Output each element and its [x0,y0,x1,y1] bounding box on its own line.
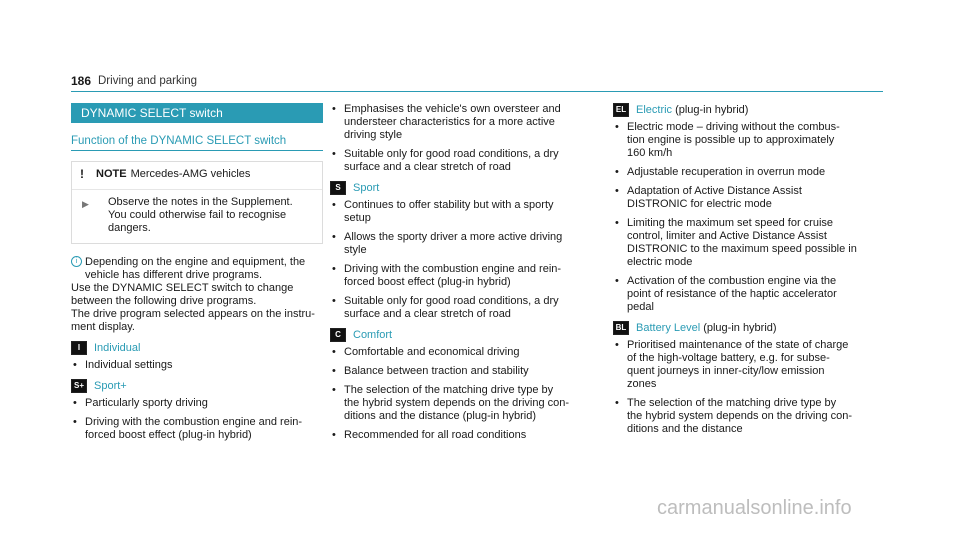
bullet-list [71,397,323,442]
list-item-text: zones [627,378,657,390]
program-battery-level [613,321,883,335]
bullet-list [613,339,883,436]
program-sportplus [71,379,323,393]
watermark: carmanualsonline.info [657,497,852,519]
list-item [330,148,592,174]
list-item-text: • Suitable only for good road conditions, a dry [344,148,559,160]
list-item-text: • Comfortable and economical driving [344,346,520,358]
list-item-text: • Driving with the combustion engine and rein- [85,416,303,428]
individual-icon: I [71,341,87,355]
note-line: Observe the notes in the Supplement. [108,196,293,208]
list-item-text: control, limiter and Active Distance Assist [627,230,827,242]
list-item [330,263,592,289]
list-item [330,231,592,257]
program-comfort [330,328,592,342]
list-item-text: surface and a clear stretch of road [344,308,511,320]
list-item-text: electric mode [627,256,693,268]
list-item [330,384,592,423]
list-item-text: • Driving with the combustion engine and rein- [344,263,562,275]
list-item-text: surface and a clear stretch of road [344,161,511,173]
bullet-list [71,359,323,372]
program-name: Sport [353,181,380,194]
list-item-text: ditions and the distance [627,423,743,435]
arrow-right-icon: ▶ [82,199,89,209]
paragraph [71,308,323,334]
list-item-text: • Balance between traction and stability [344,365,529,377]
note-body [72,189,322,237]
battery-level-icon: BL [613,321,629,335]
list-item-text: pedal [627,301,654,313]
list-item-text: • Adjustable recuperation in overrun mode [627,166,826,178]
list-item-text: driving style [344,129,403,141]
list-item-text: setup [344,212,371,224]
list-item [71,397,323,410]
paragraph-line: between the following drive programs. [71,295,257,307]
list-item-text: • Recommended for all road conditions [344,429,527,441]
list-item-text: • Limiting the maximum set speed for cruise [627,217,834,229]
paragraph [71,282,323,308]
list-item [330,346,592,359]
list-item-text: forced boost effect (plug-in hybrid) [344,276,511,288]
program-individual [71,341,323,355]
list-item [330,103,592,142]
list-item-text: ditions and the distance (plug-in hybrid) [344,410,537,422]
note-text: Mercedes-AMG vehicles [130,168,251,180]
list-item [330,295,592,321]
program-name: Battery Level [636,321,701,334]
note-line: You could otherwise fail to recognise [108,209,287,221]
list-item [613,397,883,436]
list-item [613,217,883,269]
list-item-text: style [344,244,367,256]
list-item-text: • Prioritised maintenance of the state of charge [627,339,849,351]
bullet-list [330,103,592,174]
list-item [613,185,883,211]
note-label: NOTE [96,168,127,180]
list-item-text: • The selection of the matching drive type by [627,397,837,409]
program-name: Comfort [353,328,393,341]
column-left [71,103,323,448]
electric-icon: EL [613,103,629,117]
sport-plus-icon: S+ [71,379,87,393]
list-item-text: • The selection of the matching drive type by [344,384,554,396]
list-item-text: understeer characteristics for a more active [344,116,555,128]
info-icon: i [71,256,82,267]
program-sport [330,181,592,195]
program-electric [613,103,883,117]
program-name: Individual [94,341,141,354]
sport-icon: S [330,181,346,195]
section-title: DYNAMIC SELECT switch [71,103,323,123]
paragraph-line: Use the DYNAMIC SELECT switch to change [71,282,294,294]
program-name: Sport+ [94,379,127,392]
list-item [613,166,883,179]
list-item-text: DISTRONIC for electric mode [627,198,772,210]
program-name: Electric [636,103,673,116]
list-item [330,429,592,442]
paragraph-line: ment display. [71,321,135,333]
list-item-text: • Adaptation of Active Distance Assist [627,185,802,197]
list-item-text: point of resistance of the haptic accelerator [627,288,837,300]
list-item-text: 160 km/h [627,147,673,159]
comfort-icon: C [330,328,346,342]
page-number: 186 [71,74,92,88]
list-item [330,199,592,225]
warning-icon: ! [80,167,84,181]
list-item-text: forced boost effect (plug-in hybrid) [85,429,252,441]
list-item-text: • Activation of the combustion engine via the [627,275,837,287]
column-middle [330,103,592,448]
list-item-text: the hybrid system depends on the driving con- [344,397,570,409]
bullet-list [330,346,592,442]
list-item-text: • Suitable only for good road conditions, a dry [344,295,559,307]
list-item-text: quent journeys in inner-city/low emission [627,365,825,377]
info-line: vehicle has different drive programs. [85,269,263,281]
list-item-text: • Particularly sporty driving [85,397,208,409]
list-item [613,339,883,391]
bullet-list [613,121,883,314]
info-line: Depending on the engine and equipment, the [85,256,306,268]
list-item [330,365,592,378]
list-item-text: • Allows the sporty driver a more active driving [344,231,563,243]
info-block [71,256,323,282]
list-item [613,275,883,314]
list-item-text: DISTRONIC to the maximum speed possible in [627,243,857,255]
note-line: dangers. [108,222,151,234]
column-right [613,103,883,442]
list-item [71,359,323,372]
paragraph-line: The drive program selected appears on the instru- [71,308,315,320]
subsection-title: Function of the DYNAMIC SELECT switch [71,135,323,151]
page-header [71,75,883,92]
note-box [71,161,323,244]
list-item [613,121,883,160]
list-item [71,416,323,442]
list-item-text: Individual settings [85,359,173,371]
program-note: (plug-in hybrid) [675,103,749,116]
list-item-text: • Electric mode – driving without the combus- [627,121,840,133]
list-item-text: of the high-voltage battery, e.g. for subse- [627,352,830,364]
list-item-text: • Continues to offer stability but with a sporty [344,199,554,211]
list-item-text: • Emphasises the vehicle's own oversteer and [344,103,561,115]
page-title: Driving and parking [98,75,198,87]
program-note: (plug-in hybrid) [703,321,777,334]
bullet-list [330,199,592,321]
list-item-text: tion engine is possible up to approximately [627,134,835,146]
list-item-text: the hybrid system depends on the driving con- [627,410,853,422]
